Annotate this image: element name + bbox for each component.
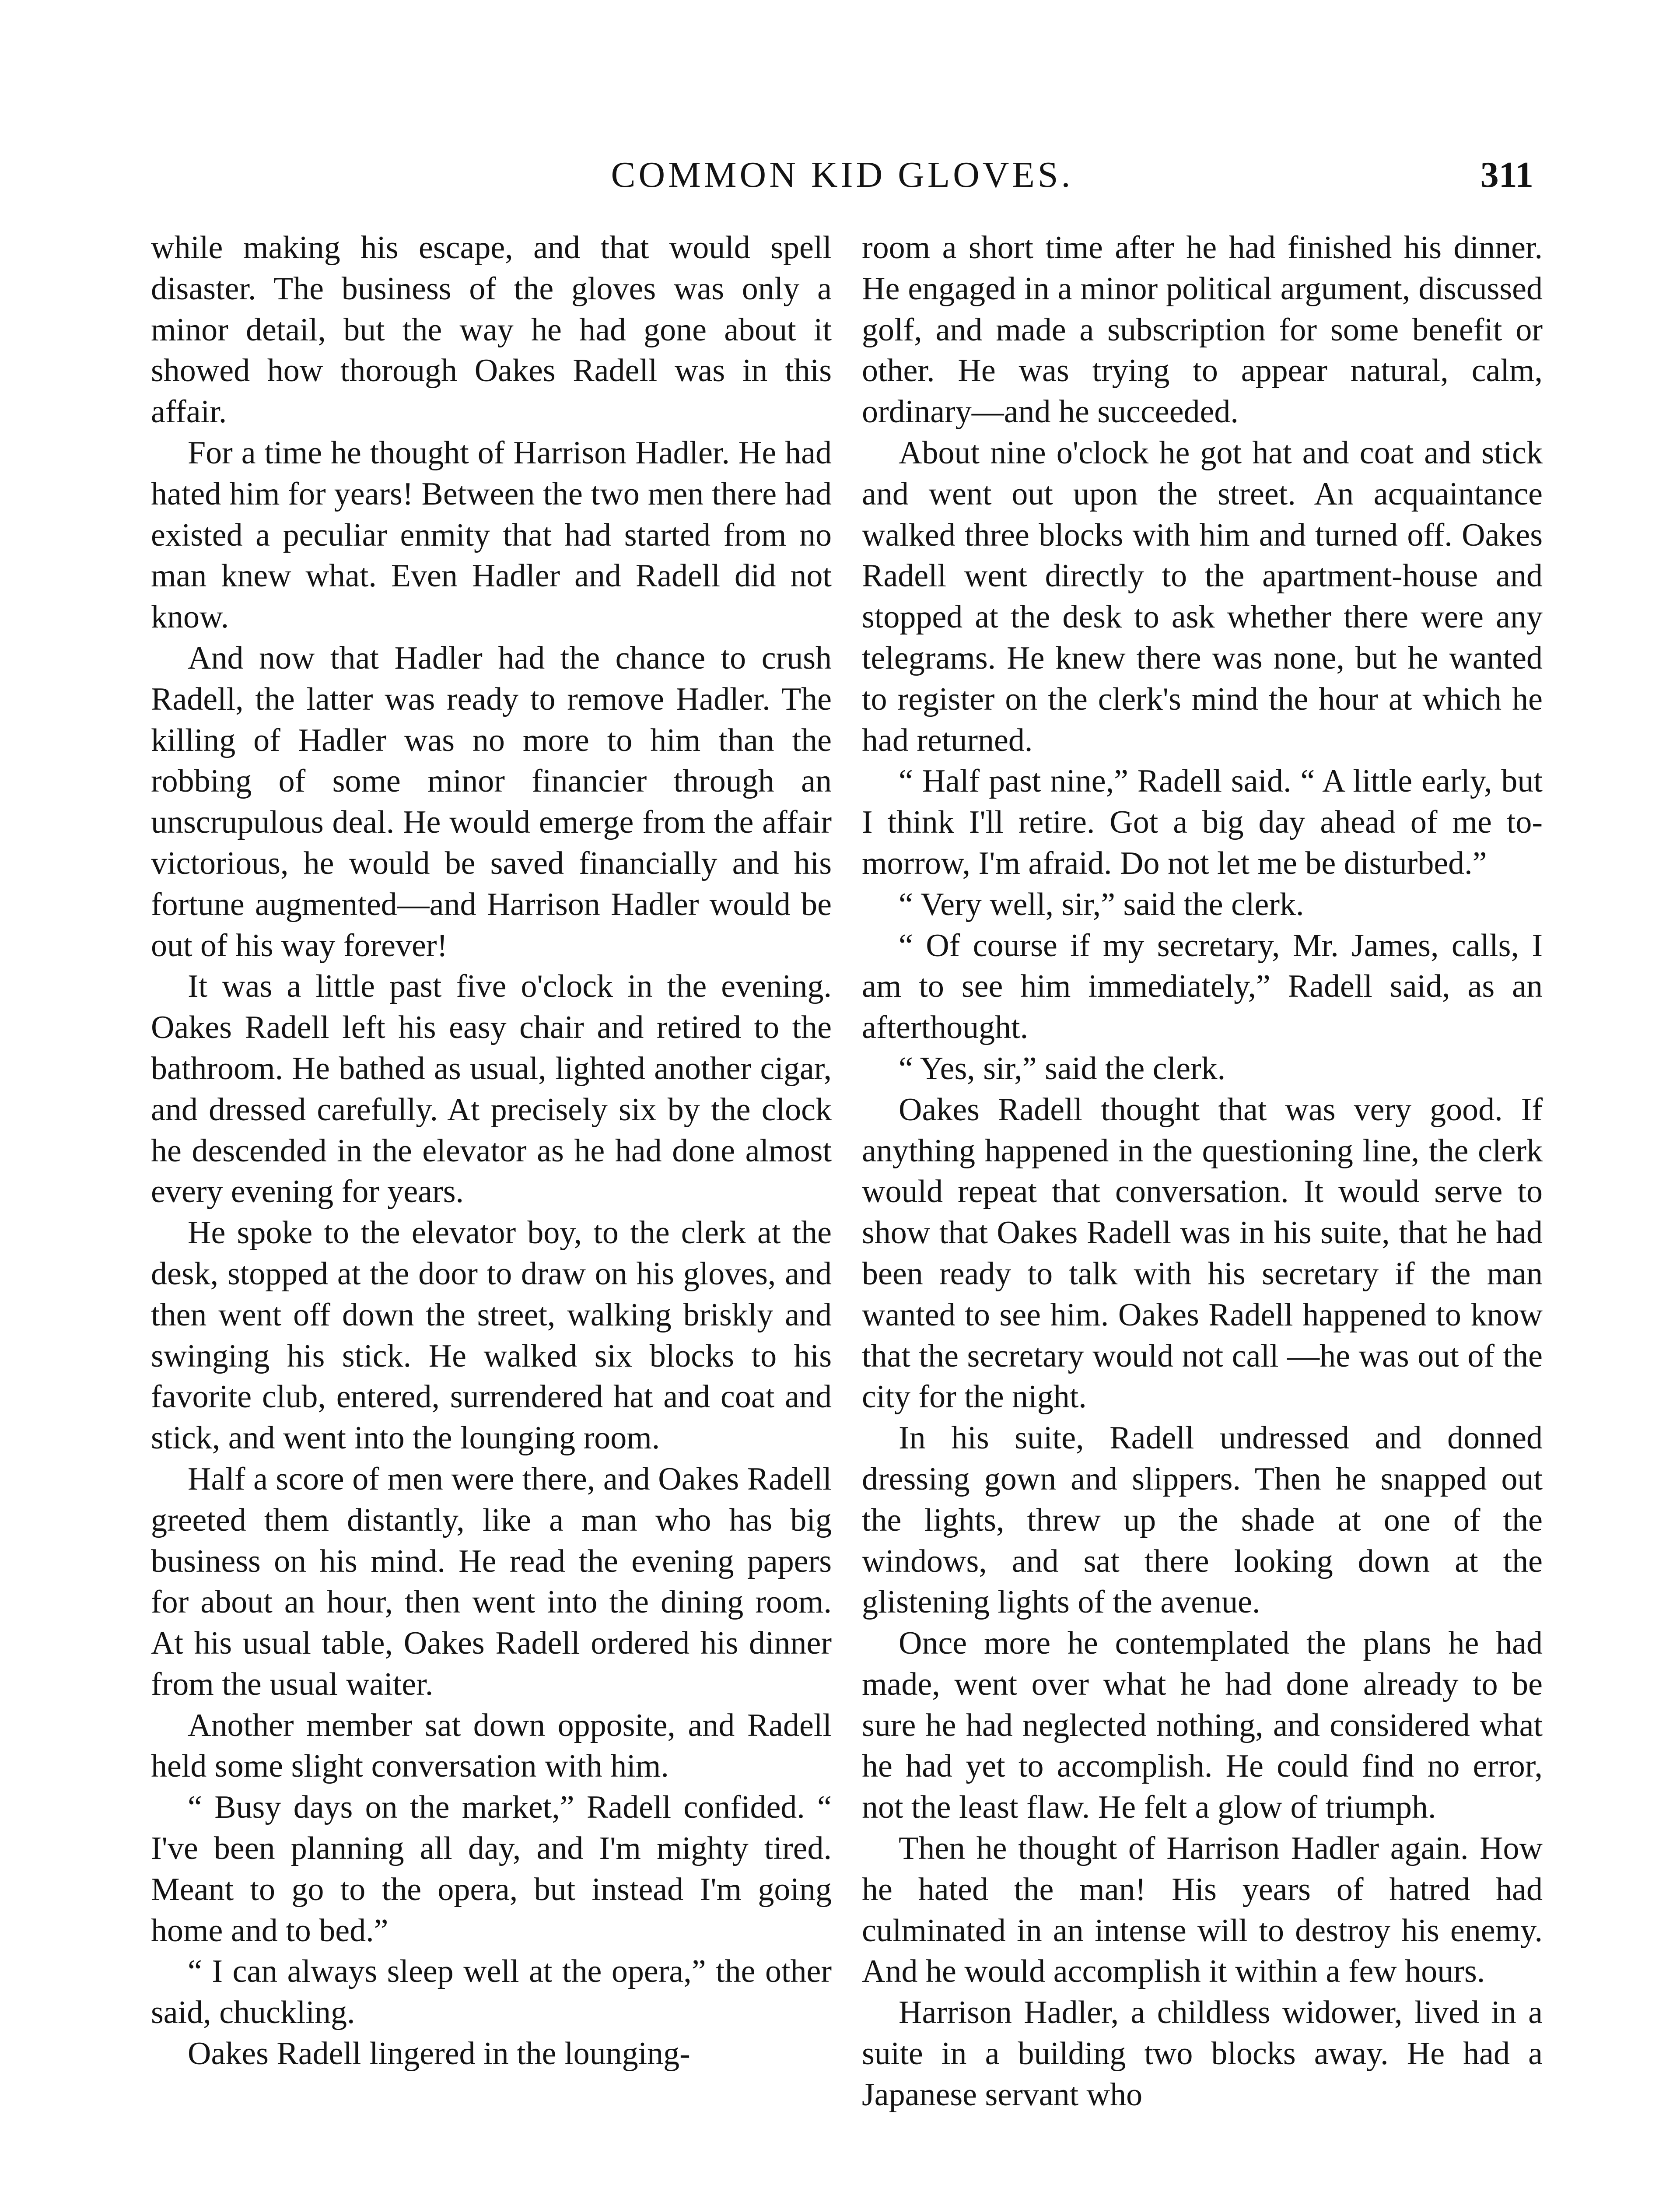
paragraph: Oakes Radell lingered in the lounging- [188, 2036, 690, 2072]
paragraph: “ Very well, sir,” said the clerk. [899, 886, 1304, 922]
paragraph: And now that Hadler had the chance to crush Radell, the latter was ready to remove Hadler. The killing of Hadler was no more to him than the robbing of some minor financier through an unscrupulous deal. He would emerge from the affair victorious, he would be saved financially and his fortune augmented—and Harrison Hadler would be out of his way forever! [151, 640, 832, 964]
paragraph: Oakes Radell thought that was very good. If anything happened in the questioning line, the clerk would repeat that conversation. It would serve to show that Oakes Radell was in his suite, that he had been ready to talk with his secretary if the man wanted to see him. Oakes Radell happened to know that the secretary would not call —he was out of the city for the night. [862, 1091, 1543, 1415]
paragraph: In his suite, Radell undressed and donned dressing gown and slippers. Then he snapped out the lights, threw up the shade at one of the windows, and sat there looking down at the glistening lights of the avenue. [862, 1420, 1543, 1620]
paragraph: About nine o'clock he got hat and coat and stick and went out upon the street. An acquaintance walked three blocks with him and turned off. Oakes Radell went directly to the apartment-house and stopped at the desk to ask whether there were any telegrams. He knew there was none, but he wanted to register on the clerk's mind the hour at which he had returned. [862, 435, 1543, 758]
page-header [151, 144, 1533, 206]
paragraph: “ Busy days on the market,” Radell confided. “ I've been planning all day, and I'm mighty tired. Meant to go to the opera, but instead I'm going home and to bed.” [151, 1789, 832, 1949]
paragraph: “ Half past nine,” Radell said. “ A little early, but I think I'll retire. Got a big day ahead of me to-morrow, I'm afraid. Do not let me be disturbed.” [862, 763, 1543, 881]
paragraph: “ Yes, sir,” said the clerk. [899, 1050, 1226, 1087]
left-column [151, 228, 832, 2075]
paragraph: For a time he thought of Harrison Hadler. He had hated him for years! Between the two men there had existed a peculiar enmity that had started from no man knew what. Even Hadler and Radell did not know. [151, 435, 832, 635]
page-number: 311 [1480, 154, 1533, 195]
paragraph: Once more he contemplated the plans he had made, went over what he had done already to be sure he had neglected nothing, and considered what he had yet to accomplish. He could find no error, not the least flaw. He felt a glow of triumph. [862, 1625, 1543, 1826]
paragraph: “ Of course if my secretary, Mr. James, calls, I am to see him immediately,” Radell said, as an afterthought. [862, 927, 1543, 1046]
paragraph: room a short time after he had finished his dinner. He engaged in a minor political argument, discussed golf, and made a subscription for some benefit or other. He was trying to appear natural, calm, ordinary—and he succeeded. [862, 230, 1543, 430]
running-title: COMMON KID GLOVES. [611, 154, 1074, 195]
paragraph: Harrison Hadler, a childless widower, lived in a suite in a building two blocks away. He had a Japanese servant who [862, 1995, 1543, 2113]
paragraph: while making his escape, and that would spell disaster. The business of the gloves was only a minor detail, but the way he had gone about it showed how thorough Oakes Radell was in this affair. [151, 230, 832, 430]
paragraph: “ I can always sleep well at the opera,” the other said, chuckling. [151, 1953, 832, 2031]
paragraph: It was a little past five o'clock in the evening. Oakes Radell left his easy chair and retired to the bathroom. He bathed as usual, lighted another cigar, and dressed carefully. At precisely six by the clock he descended in the elevator as he had done almost every evening for years. [151, 968, 832, 1210]
paragraph: He spoke to the elevator boy, to the clerk at the desk, stopped at the door to draw on his gloves, and then went off down the street, walking briskly and swinging his stick. He walked six blocks to his favorite club, entered, surrendered hat and coat and stick, and went into the lounging room. [151, 1215, 832, 1456]
right-column [862, 228, 1543, 2116]
paragraph: Half a score of men were there, and Oakes Radell greeted them distantly, like a man who has big business on his mind. He read the evening papers for about an hour, then went into the dining room. At his usual table, Oakes Radell ordered his dinner from the usual waiter. [151, 1461, 832, 1702]
paragraph: Then he thought of Harrison Hadler again. How he hated the man! His years of hatred had culminated in an intense will to destroy his enemy. And he would accomplish it within a few hours. [862, 1830, 1543, 1990]
paragraph: Another member sat down opposite, and Radell held some slight conversation with him. [151, 1707, 832, 1785]
